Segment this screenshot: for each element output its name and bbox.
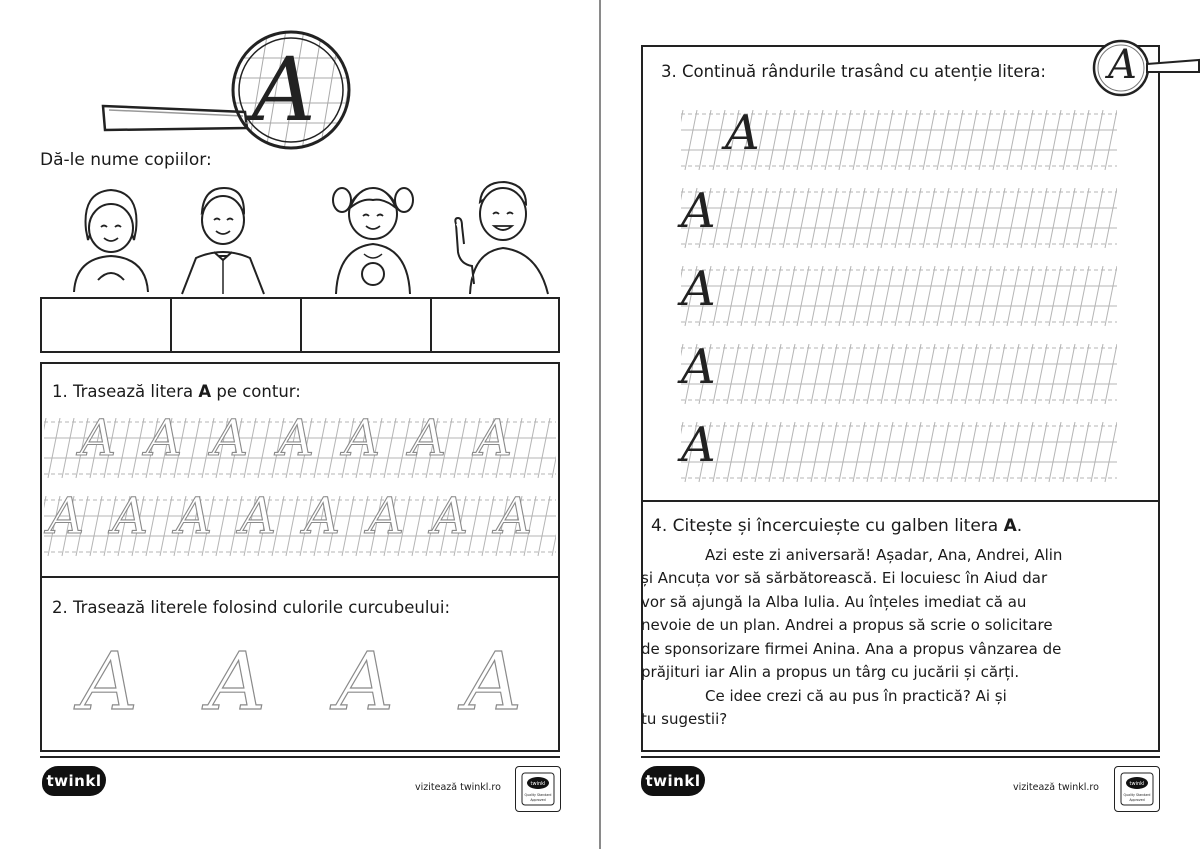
rainbow-trace-letter: A <box>336 635 394 728</box>
twinkl-logo: twinkl <box>42 766 106 796</box>
magnifier-letter: A <box>252 38 316 141</box>
small-magnifier-letter: A <box>1108 42 1137 88</box>
visit-twinkl-link[interactable]: vizitează twinkl.ro <box>415 782 501 793</box>
section-divider <box>40 576 560 578</box>
name-box-4[interactable] <box>432 299 558 351</box>
story-line-3: vor să ajungă la Alba Iulia. Au înțeles imediat că au <box>641 593 1027 611</box>
child-boy-2-icon <box>442 174 552 296</box>
child-girl-2-icon <box>328 174 418 296</box>
story-line-7: Ce idee crezi că au pus în practică? Ai și <box>705 687 1007 705</box>
quality-badge-icon <box>520 771 556 807</box>
trace-row-2-letters <box>48 487 553 554</box>
small-magnifier-icon <box>1089 32 1200 104</box>
task3-title: 3. Continuă rândurile trasând cu atenție litera: <box>661 62 1046 81</box>
visit-twinkl-link[interactable]: vizitează twinkl.ro <box>1013 782 1099 793</box>
practice-grid-row <box>681 266 1117 326</box>
rainbow-trace-letter: A <box>464 635 522 728</box>
trace-letter: A <box>176 487 213 545</box>
trace-letter: A <box>304 487 341 545</box>
section-divider <box>641 756 1160 758</box>
name-box-1[interactable] <box>42 299 169 351</box>
right-page <box>601 0 1200 849</box>
trace-letter: A <box>278 409 315 467</box>
trace-letter: A <box>496 487 533 545</box>
task4-title: 4. Citește și încercuiește cu galben litera A. <box>651 516 1023 536</box>
practice-grid-row <box>681 188 1117 248</box>
practice-grid-row <box>681 344 1117 404</box>
name-box-3[interactable] <box>302 299 429 351</box>
name-box-2[interactable] <box>172 299 299 351</box>
section-divider <box>641 500 1160 502</box>
trace-letter: A <box>146 409 183 467</box>
trace-row-1-letters <box>80 409 550 476</box>
trace-letter: A <box>344 409 381 467</box>
svg-text:Approved: Approved <box>1129 798 1145 802</box>
story-line-2: și Ancuța vor să sărbătorească. Ei locuiesc în Aiud dar <box>641 569 1048 587</box>
trace-letter: A <box>476 409 513 467</box>
quality-standard-badge <box>1114 766 1160 812</box>
practice-letter: A <box>725 105 760 161</box>
svg-text:Quality Standard: Quality Standard <box>1123 793 1151 797</box>
trace-letter: A <box>112 487 149 545</box>
quality-standard-badge <box>515 766 561 812</box>
svg-text:twinkl: twinkl <box>1129 781 1145 787</box>
task1-title: 1. Trasează litera A pe contur: <box>52 382 301 401</box>
practice-letter: A <box>681 183 716 239</box>
trace-letter: A <box>368 487 405 545</box>
story-line-8: tu sugestii? <box>641 710 728 728</box>
practice-letter: A <box>681 417 716 473</box>
story-line-4: nevoie de un plan. Andrei a propus să scrie o solicitare <box>641 616 1053 634</box>
trace-letter: A <box>410 409 447 467</box>
left-page <box>0 0 599 849</box>
trace-letter: A <box>48 487 85 545</box>
trace-letter: A <box>212 409 249 467</box>
task2-title: 2. Trasează literele folosind culorile curcubeului: <box>52 598 450 617</box>
child-boy-1-icon <box>178 176 268 296</box>
svg-text:Quality Standard: Quality Standard <box>524 793 552 797</box>
rainbow-trace-letter: A <box>208 635 266 728</box>
rainbow-trace-letters <box>80 635 550 740</box>
child-girl-1-icon <box>68 180 154 295</box>
trace-letter: A <box>80 409 117 467</box>
practice-grid-row <box>681 422 1117 482</box>
practice-letter: A <box>681 339 716 395</box>
story-line-5: de sponsorizare firmei Anina. Ana a propus vânzarea de <box>641 640 1062 658</box>
svg-text:Approved: Approved <box>530 798 546 802</box>
magnifier-icon <box>95 18 365 168</box>
trace-letter: A <box>432 487 469 545</box>
section-divider <box>40 750 560 752</box>
story-line-6: prăjituri iar Alin a propus un târg cu jucării și cărți. <box>641 663 1020 681</box>
rainbow-trace-letter: A <box>80 635 138 728</box>
story-line-1: Azi este zi aniversară! Așadar, Ana, Andrei, Alin <box>705 546 1063 564</box>
svg-text:twinkl: twinkl <box>530 781 546 787</box>
names-prompt: Dă-le nume copiilor: <box>40 150 212 170</box>
twinkl-logo: twinkl <box>641 766 705 796</box>
trace-letter: A <box>240 487 277 545</box>
section-divider <box>40 756 560 758</box>
practice-rows <box>681 105 1117 490</box>
section-divider <box>641 750 1160 752</box>
quality-badge-icon <box>1119 771 1155 807</box>
practice-letter: A <box>681 261 716 317</box>
